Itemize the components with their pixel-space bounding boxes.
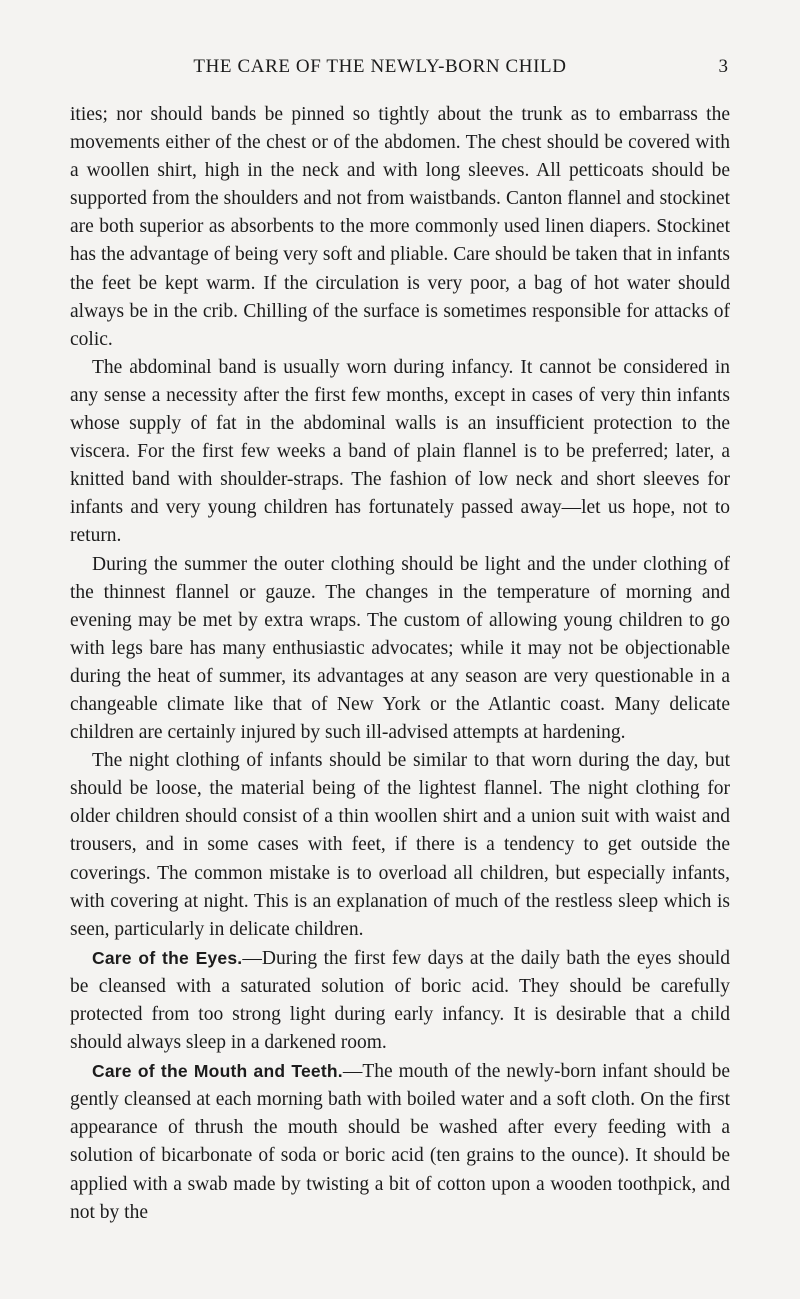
body-text: [70, 101, 730, 1227]
paragraph: [70, 354, 730, 551]
page-number: 3: [718, 56, 728, 77]
paragraph: [70, 551, 730, 748]
paragraph: [70, 101, 730, 354]
paragraph: [70, 1057, 730, 1227]
paragraph: [70, 944, 730, 1057]
running-header: [70, 56, 730, 84]
paragraph-text: The abdominal band is usually worn during infancy. It cannot be considered in any sense a necessity after the first few months, except in cases of very thin infants whose supply of fat in the abdominal walls is an insufficient protection to the viscera. For the first few weeks a band of plain flannel is to be preferred; later, a knitted band with shoulder-straps. The fashion of low neck and short sleeves for infants and very young children has fortunately passed away—let us hope, not to return.: [70, 356, 730, 547]
paragraph-text: The night clothing of infants should be similar to that worn during the day, but should be loose, the material being of the lightest flannel. The night clothing for older children should consist of a thin woollen shirt and a union suit with waist and trousers, and in some cases with feet, if there is a tendency to get outside the coverings. The common mistake is to overload all children, but especially infants, with covering at night. This is an explanation of much of the restless sleep which is seen, particularly in delicate children.: [70, 750, 730, 940]
paragraph-text: ities; nor should bands be pinned so tightly about the trunk as to embarrass the movements either of the chest or of the abdomen. The chest should be covered with a woollen shirt, high in the neck and with long sleeves. All petticoats should be supported from the shoulders and not from waistbands. Canton flannel and stockinet are both superior as absorbents to the more commonly used linen diapers. Stockinet has the advantage of being very soft and pliable. Care should be taken that in infants the feet be kept warm. If the circulation is very poor, a bag of hot water should always be in the crib. Chilling of the surface is sometimes responsible for attacks of colic.: [70, 104, 730, 350]
paragraph-text: —The mouth of the newly-born infant should be gently cleansed at each morning bath with boiled water and a soft cloth. On the first appearance of thrush the mouth should be washed after every feeding with a solution of bicarbonate of soda or boric acid (ten grains to the ounce). It should be applied with a swab made by twisting a bit of cotton upon a wooden toothpick, and not by the: [70, 1061, 730, 1223]
paragraph-text: —During the first few days at the daily bath the eyes should be cleansed with a saturated solution of boric acid. They should be carefully protected from too strong light during early infancy. It is desirable that a child should always sleep in a darkened room.: [70, 947, 731, 1054]
section-heading-eyes: Care of the Eyes.: [92, 947, 243, 968]
section-heading-mouth-teeth: Care of the Mouth and Teeth.: [92, 1061, 343, 1082]
paragraph-text: During the summer the outer clothing should be light and the under clothing of the thinnest flannel or gauze. The changes in the temperature of morning and evening may be met by extra wraps. The custom of allowing young children to go with legs bare has many enthusiastic advocates; while it may not be objectionable during the heat of summer, its advantages at any season are very questionable in a changeable climate like that of New York or the Atlantic coast. Many delicate children are certainly injured by such ill-advised attempts at hardening.: [70, 553, 730, 744]
running-title: THE CARE OF THE NEWLY-BORN CHILD: [193, 56, 567, 77]
paragraph: [70, 747, 730, 944]
